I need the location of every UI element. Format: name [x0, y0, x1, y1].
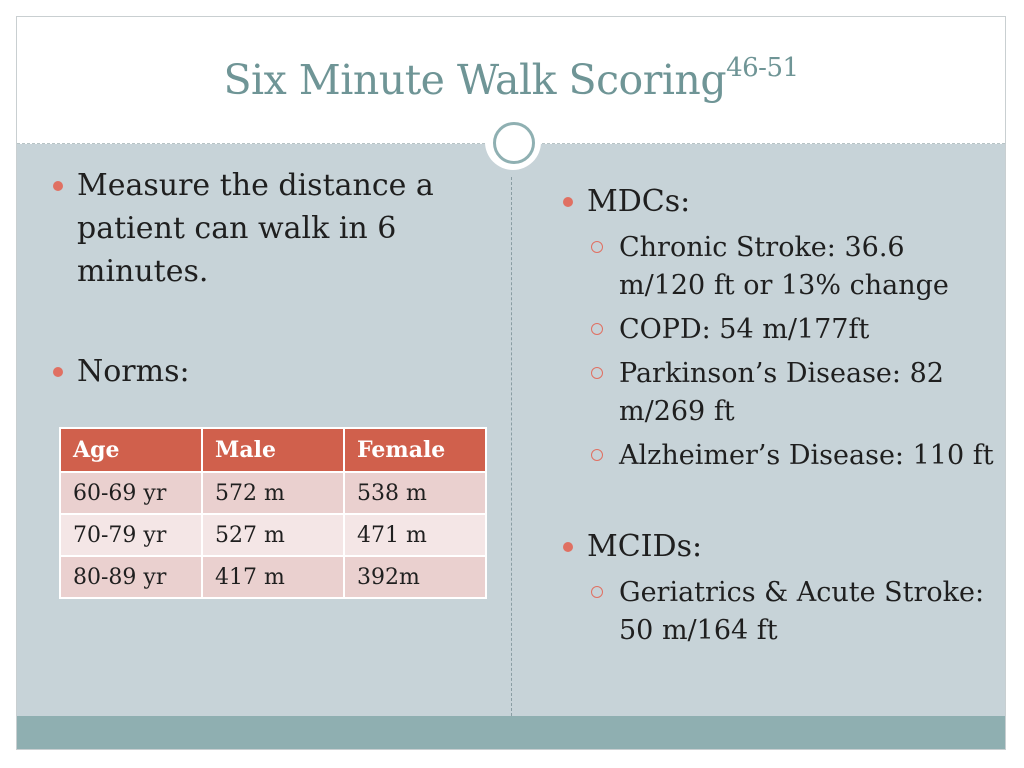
title-superscript: 46-51 [726, 53, 799, 83]
mdc-item-chronic-stroke: Chronic Stroke: 36.6 m/120 ft or 13% change [557, 229, 997, 305]
table-header-male: Male [202, 428, 344, 472]
table-row [60, 556, 486, 598]
mdc-item-copd: COPD: 54 m/177ft [557, 311, 997, 349]
table-header-age: Age [60, 428, 202, 472]
mcid-item-geriatrics: Geriatrics & Acute Stroke: 50 m/164 ft [557, 574, 997, 650]
bullet-norms: Norms: [47, 350, 487, 393]
right-column [557, 180, 997, 650]
table-cell: 417 m [202, 556, 344, 598]
bullet-measure-distance: Measure the distance a patient can walk in 6 minutes. [47, 164, 487, 293]
table-cell: 392m [344, 556, 486, 598]
table-cell: 527 m [202, 514, 344, 556]
table-header-row [60, 428, 486, 472]
table-cell: 70-79 yr [60, 514, 202, 556]
bullet-mdcs: MDCs: [557, 180, 997, 223]
column-divider [511, 177, 512, 716]
mdc-item-alzheimers: Alzheimer’s Disease: 110 ft [557, 437, 997, 475]
mdc-item-parkinsons: Parkinson’s Disease: 82 m/269 ft [557, 355, 997, 431]
table-cell: 80-89 yr [60, 556, 202, 598]
ring-ornament-icon [493, 122, 535, 164]
bullet-mcids: MCIDs: [557, 525, 997, 568]
table-cell: 60-69 yr [60, 472, 202, 514]
left-column [47, 164, 487, 393]
slide-title-text: Six Minute Walk Scoring [223, 56, 727, 104]
table-row [60, 514, 486, 556]
table-cell: 572 m [202, 472, 344, 514]
table-cell: 538 m [344, 472, 486, 514]
slide [16, 16, 1006, 750]
table-row [60, 472, 486, 514]
table-header-female: Female [344, 428, 486, 472]
slide-title [17, 53, 1005, 104]
footer-band [17, 716, 1005, 749]
norms-table [59, 427, 487, 599]
table-cell: 471 m [344, 514, 486, 556]
